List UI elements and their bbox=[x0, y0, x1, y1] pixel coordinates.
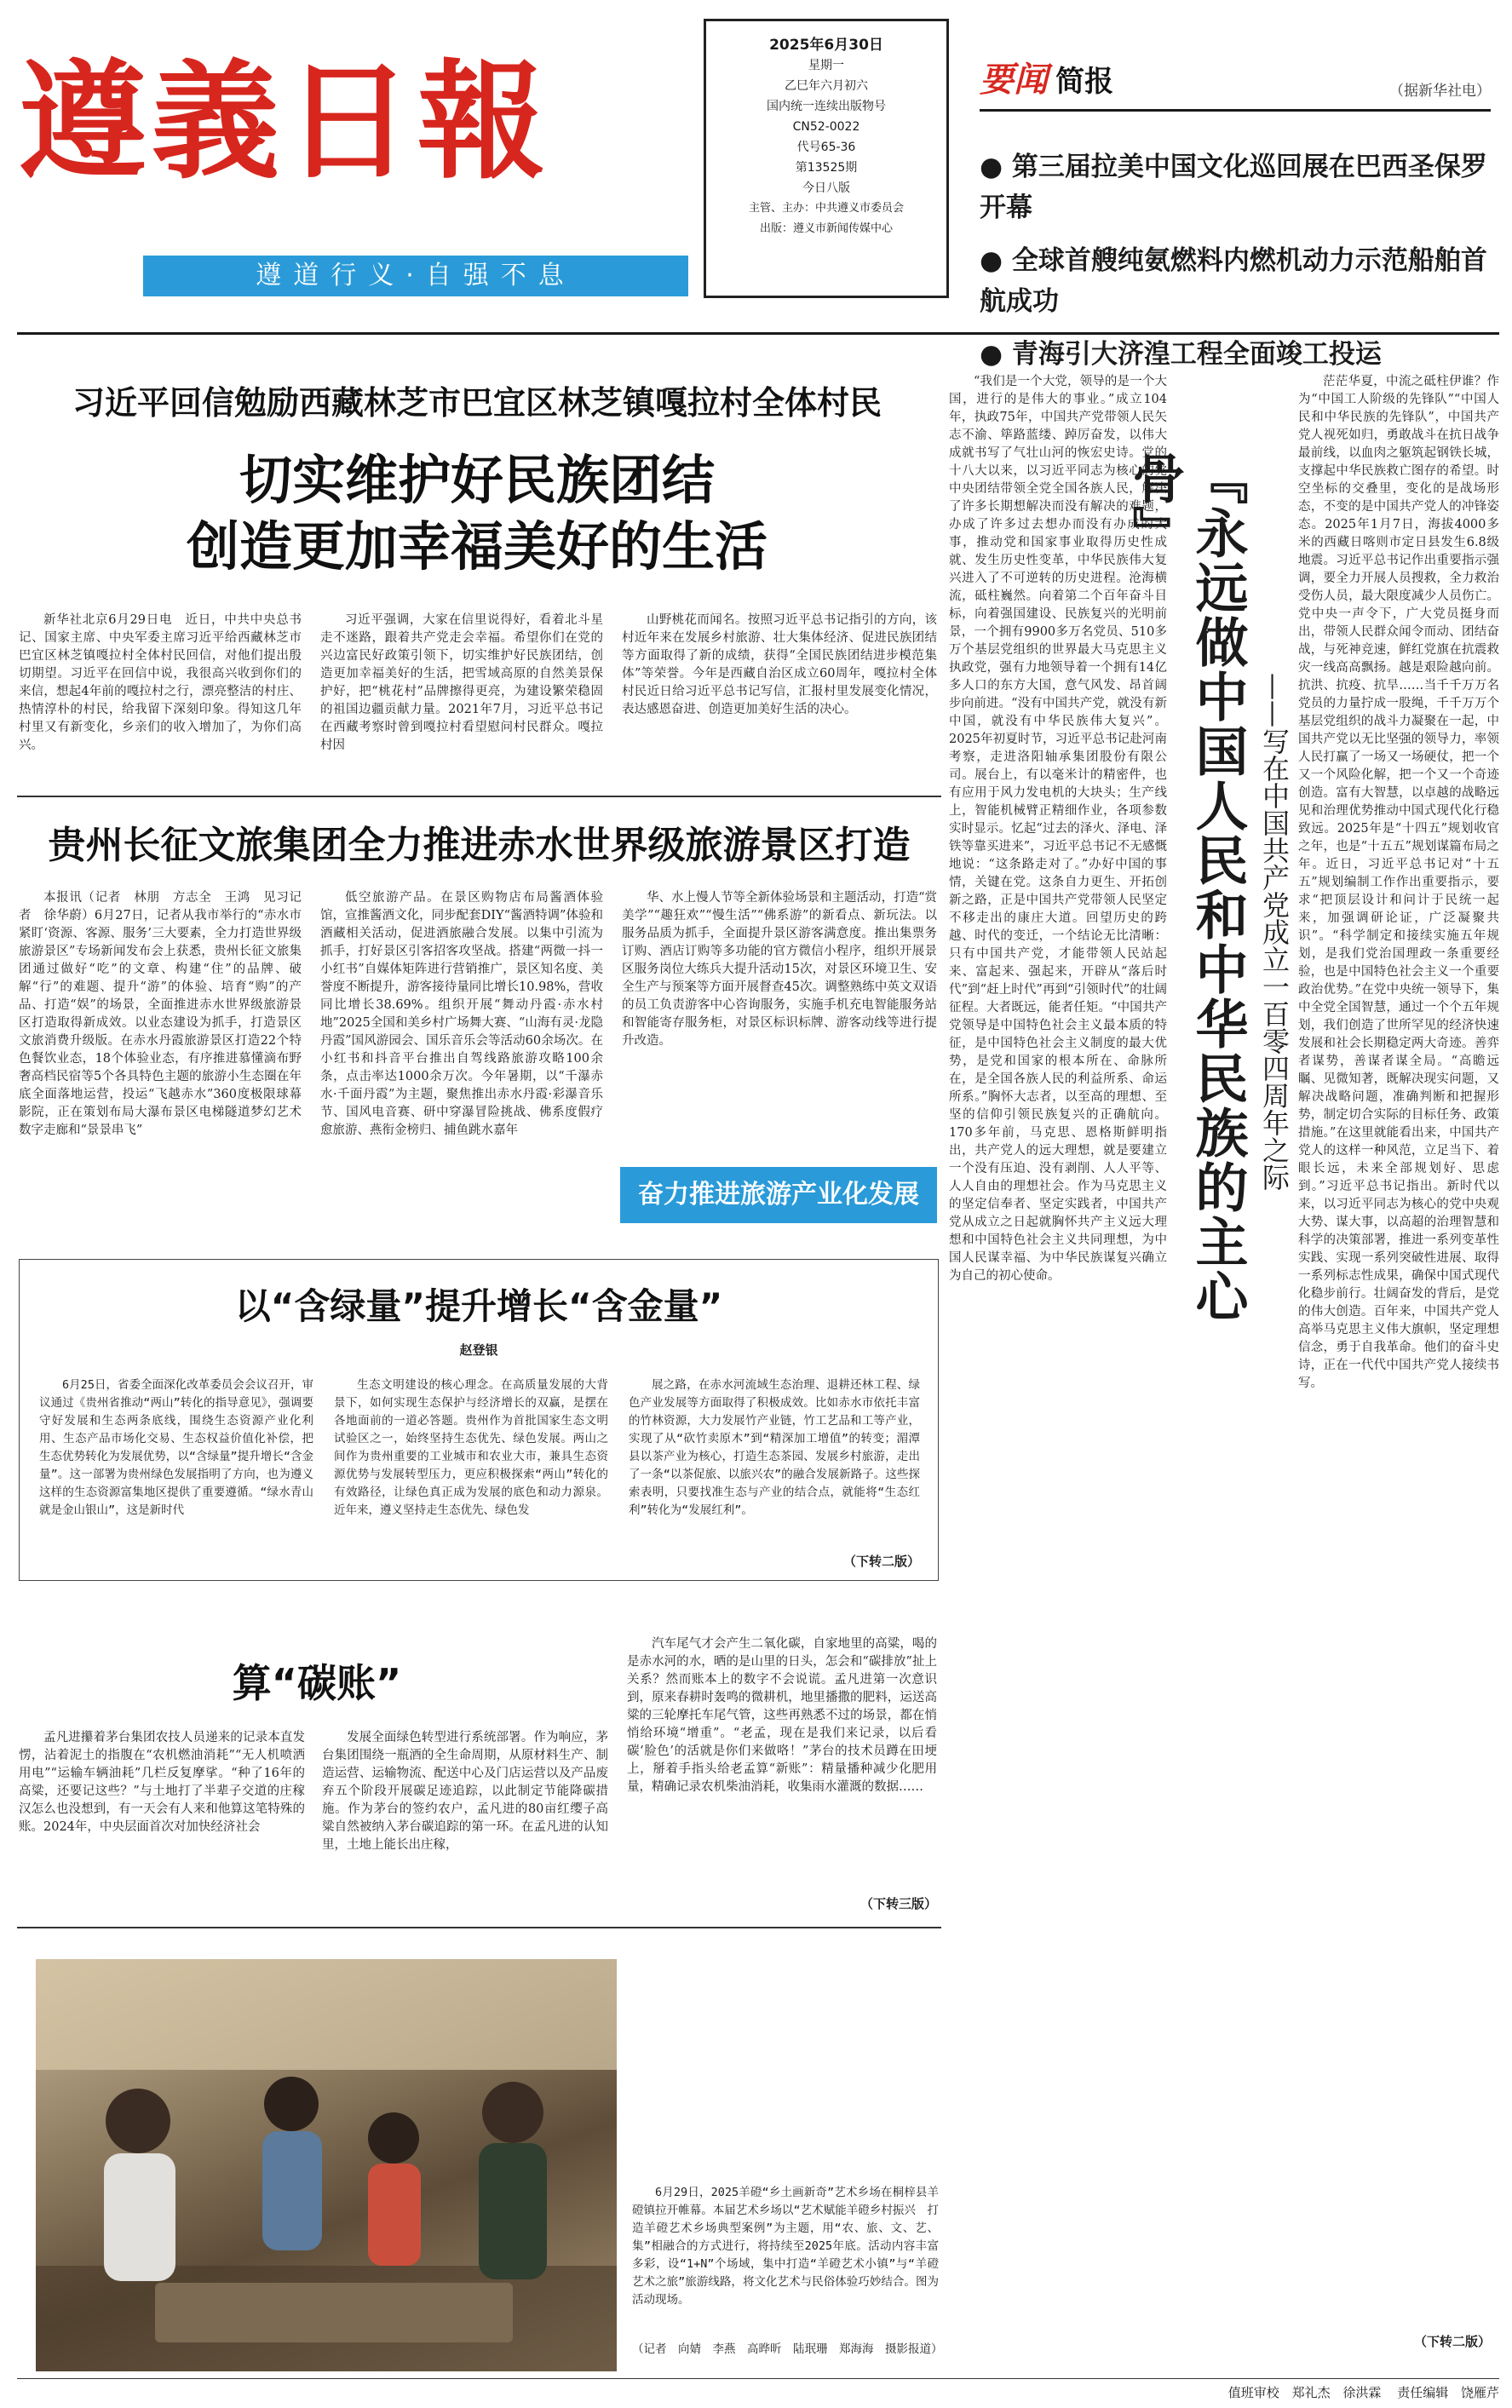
tourism-headline: 贵州长征文旅集团全力推进赤水世界级旅游景区打造 bbox=[48, 824, 911, 867]
footer-divider bbox=[17, 2378, 1499, 2379]
brief-item: ● 青海引大济湟工程全面竣工投运 bbox=[980, 339, 1382, 370]
footer-name-1: 郑礼杰 bbox=[1291, 2385, 1331, 2400]
editorial-title: 『永远做中国人民和中华民族的主心骨』 bbox=[1124, 451, 1249, 1324]
tourism-col-3: 华、水上慢人节等全新体验场景和主题活动，打造“赏美学”“趣狂欢”“慢生活”“佛系游”的新看点、新玩法。以服务品质为抓手，全面提升景区游客满意度。推出集票务订购、酒店订购等多功能的官方微信小程序，组织开展景区服务岗位大练兵大提升活动15次，对景区环境卫生、安全生产与预案等方面开展督查45次。调整熟练中英文双语的员工负责游客中心咨询服务，实施手机充电智能服务站和智能寄存服务柜，对景区标识标牌、游客动线等进行提升改造。 bbox=[622, 891, 937, 1048]
editorial-col-1: “我们是一个大党，领导的是一个大国，进行的是伟大的事业。”成立104年，执政75年，中国共产党带领人民矢志不渝、筚路蓝缕、踔厉奋发，以伟大成就书写了气壮山河的恢宏史诗。党的十八大以来，以习近平同志为核心的党中央团结带领全党全国各族人民，解决了许多长期想解决而没有解决的难题，办成了许多过去想办而没有办成的大事，推动党和国家事业取得历史性成就、发生历史性变革，中华民族伟大复兴进入了不可逆转的历史进程。沧海横流，砥柱巍然。向着第二个百年奋斗目标，向着强国建设、民族复兴的光明前景，一个拥有9900多万名党员、510多万个基层党组织的世界最大马克思主义执政党，强有力地领导着一个拥有14亿多人口的东方大国，意气风发、昂首阔步向前进。“没有中国共产党，就没有新中国，就没有中华民族伟大复兴”。2025年初夏时节，习近平总书记赴河南考察，走进洛阳轴承集团股份有限公司。展台上，有以毫米计的精密件，也有应用于风力发电机的大块头；生产线上，智能机械臂正精细作业，各项参数实时显示。忆起“过去的泽火、泽电、泽铁等靠买进来”，习近平总书记不无感慨地说：“这条路走对了。”办好中国的事情，关键在党。这条自力更生、开拓创新之路，正是中国共产党带领人民坚定不移走出的康庄大道。回望历史的跨越、时代的变迁，一个结论无比清晰：只有中国共产党，才能带领人民站起来、富起来、强起来，开辟从“落后时代”到“赶上时代”再到“引领时代”的壮阔征程。大者既远，能者任矩。“中国共产党领导是中国特色社会主义最本质的特征，是中国特色社会主义制度的最大优势，是党和国家的根本所在、命脉所在，是全国各族人民的利益所系、命运所系。”胸怀大志者，以至高的理想、至坚的信仰引领民族复兴的正确航向。170多年前，马克思、恩格斯鲜明指出，共产党人的远大理想，就是要建立一个没有压迫、没有剥削、人人平等、人人自由的理想社会。作为马克思主义的坚定信奉者、坚定实践者，中国共产党从成立之日起就胸怀共产主义远大理想和中国特色社会主义共同理想，为中国人民谋幸福、为中华民族谋复兴确立为自己的初心使命。 bbox=[949, 375, 1167, 1283]
brief-item: ● 全球首艘纯氨燃料内燃机动力示范船舶首航成功 bbox=[980, 245, 1487, 317]
issue-lunar: 乙巳年六月初六 bbox=[785, 79, 868, 93]
issue-pages: 今日八版 bbox=[802, 181, 850, 195]
briefs-label-black: 简报 bbox=[1055, 65, 1114, 99]
footer-label-editor: 责任编辑 bbox=[1397, 2385, 1449, 2400]
lead-divider bbox=[17, 796, 941, 797]
editorial-col-2: 茫茫华夏，中流之砥柱伊谁？作为“中国工人阶级的先锋队”“中国人民和中华民族的先锋队”，中国共产党人视死如归，勇敢战斗在抗日战争最前线，以血肉之躯筑起钢铁长城，支撑起中华民族救亡图存的希望。时空坐标的交叠里，变化的是战场形态，不变的是中国共产党人的冲锋姿态。2025年1月7日，海拔4000多米的西藏日喀则市定日县发生6.8级地震。习近平总书记作出重要指示强调，要全力开展人员搜救，全力救治受伤人员，最大限度减少人员伤亡。党中央一声令下，广大党员挺身而出，带领人民群众闻令而动、团结奋战，与死神竞速，鲜红党旗在抗震救灾一线高高飘扬。越是艰险越向前。抗洪、抗疫、抗旱……当千千万万名党员的力量拧成一股绳，千千万万个基层党组织的战斗力凝聚在一起，中国共产党以无比坚强的领导力，率领人民打赢了一场又一场硬仗，把一个又一个风险化解，把一个又一个奇迹创造。富有大智慧，以卓越的战略远见和治理优势推动中国式现代化行稳致远。2025年是“十四五”规划收官之年，也是“十五五”规划谋篇布局之年。近日，习近平总书记对“十五五”规划编制工作作出重要指示，要求“把顶层设计和问计于民统一起来，加强调研论证，广泛凝聚共识”。“科学制定和接续实施五年规划，是我们党治国理政一条重要经验，也是中国特色社会主义一个重要政治优势。”在党中央统一领导下，集中全党全国智慧，通过一个个五年规划，我们创造了世所罕见的经济快速发展和社会长期稳定两大奇迹。善弈者谋势，善谋者谋全局。“高瞻远瞩、见微知著，既解决现实问题，又解决战略问题，准确判断和把握形势，制定切合实际的目标任务、政策措施。”在这里就能看出来，中国共产党人的这样一种风范，立足当下、着眼长远，未来全部规划好、思虑到。”习近平总书记指出。新时代以来，以习近平同志为核心的党中央观大势、谋大事，以高超的治理智慧和科学的决策部署，推进一系列变革性实践、实现一系列突破性进展、取得一系列标志性成果，确保中国式现代化稳步前行。壮阔奋发的背后，是党的伟大创造。百年来，中国共产党人高举马克思主义伟大旗帜，坚定理想信念，勇于自我革命。他们的奋斗史诗，正在一代代中国共产党人接续书写。 bbox=[1298, 375, 1499, 1390]
footer-name-2: 徐洪霖 bbox=[1342, 2385, 1382, 2400]
issue-number: 第13525期 bbox=[795, 161, 858, 175]
masthead-divider bbox=[17, 332, 1499, 335]
issue-info-box bbox=[704, 19, 949, 298]
carbon-col-3: 汽车尾气才会产生二氧化碳，自家地里的高粱，喝的是赤水河的水，晒的是山里的日头，怎会和“碳排放”扯上关系？然而账本上的数字不会说谎。孟凡进第一次意识到，原来春耕时轰鸣的微耕机，地里播撒的肥料，运送高粱的三轮摩托车尾气管，这些再熟悉不过的场景，都在悄悄给环境“增重”。“老孟，现在是我们来记录，以后看碳‘脸色’的活就是你们来做咯！”茅台的技术员蹲在田埂上，掰着手指头给老孟算“新账”：精量播种减少化肥用量，精确记录农机柴油消耗，收集雨水灌溉的数据…… bbox=[627, 1637, 937, 1794]
event-photo bbox=[36, 1959, 617, 2371]
slogan-bar: 遵道行义·自强不息 bbox=[143, 256, 688, 296]
lead-col-2: 习近平强调，大家在信里说得好，看着北斗星走不迷路，跟着共产党走会幸福。希望你们在党的兴边富民好政策引领下，切实维护好民族团结，创造更加幸福美好的生活，把雪域高原的自然美景保护好，把“桃花村”品牌擦得更亮，为建设繁荣稳固的祖国边疆贡献力量。2021年7月，习近平总书记在西藏考察时曾到嘎拉村看望慰问村民群众。嘎拉村因 bbox=[320, 613, 603, 752]
issue-sponsor: 主管、主办：中共遵义市委员会 bbox=[748, 202, 904, 215]
carbon-continued: （下转三版） bbox=[859, 1896, 937, 1911]
carbon-divider bbox=[17, 1927, 941, 1928]
green-col-2: 生态文明建设的核心理念。在高质量发展的大背景下，如何实现生态保护与经济增长的双赢，是摆在各地面前的一道必答题。贵州作为首批国家生态文明试验区之一，始终坚持生态优先、绿色发展。两山之间作为贵州重要的工业城市和农业大市，兼具生态资源优势与发展转型压力，更应积极探索“两山”转化的有效路径，让绿色真正成为发展的底色和动力源泉。近年来，遵义坚持走生态优先、绿色发 bbox=[334, 1378, 608, 1517]
brief-item: ● 第三届拉美中国文化巡回展在巴西圣保罗开幕 bbox=[980, 152, 1487, 223]
lead-headline-1: 切实维护好民族团结 bbox=[239, 449, 715, 511]
carbon-col-1: 孟凡进攥着茅台集团农技人员递来的记录本直发愣，沾着泥土的指腹在“农机燃油消耗”“无人机喷洒用电”“运输车辆油耗”几栏反复摩挲。“种了16年的高粱，还要记这些？”与土地打了半辈子交道的庄稼汉怎么也没想到，有一天会有人来和他算这笔特殊的账。2024年，中央层面首次对加快经济社会 bbox=[19, 1731, 305, 1834]
green-continued: （下转二版） bbox=[842, 1554, 920, 1569]
lead-kicker: 习近平回信勉励西藏林芝市巴宜区林芝镇嘎拉村全体村民 bbox=[72, 384, 882, 422]
photo-illustration bbox=[36, 1959, 617, 2371]
footer-name-3: 饶雁芹 bbox=[1460, 2385, 1499, 2400]
issue-date: 2025年6月30日 bbox=[769, 37, 883, 54]
briefs-source: （据新华社电） bbox=[1389, 83, 1491, 100]
issue-cn: CN52-0022 bbox=[792, 120, 860, 134]
green-headline: 以“含绿量”提升增长“含金量” bbox=[234, 1285, 723, 1327]
photo-caption: 6月29日，2025羊磴“乡土画新奇”艺术乡场在桐梓县羊磴镇拉开帷幕。本届艺术乡场以“艺术赋能羊磴乡村振兴 打造羊磴艺术乡场典型案例”为主题，用“农、旅、文、艺、集”相融合的方式进行，将持续至2025年底。活动内容丰富多彩，设“1+N”个场域，集中打造“羊磴艺术小镇”与“羊磴艺术之旅”旅游线路，将文化艺术与民俗体验巧妙结合。图为活动现场。 bbox=[632, 2186, 939, 2307]
issue-serial-label: 国内统一连续出版物号 bbox=[767, 100, 886, 113]
tourism-col-2: 低空旅游产品。在景区购物店布局酱酒体验馆，宣推酱酒文化，同步配套DIY“酱酒特调”体验和酒藏相关活动，促进酒旅融合发展。以集中引流为抓手，打好景区引客招客攻坚战。搭建“两微一抖一小红书”自媒体矩阵进行营销推广，景区知名度、美誉度不断提升，游客接待量同比增长10.98%，营收同比增长38.69%。组织开展“舞动丹霞·赤水村地”2025全国和美乡村广场舞大赛、“山海有灵·龙隐丹霞”国风游园会、国乐音乐会等活动60余场次。在小红书和抖音平台推出自驾线路旅游攻略100余条，点击率达1000余万次。今年暑期，以“千瀑赤水·千面丹霞”为主题，聚焦推出赤水丹霞·彩瀑音乐节、国风电音赛、研中穿瀑冒险挑战、佛系度假疗愈旅游、燕衔金榜归、捕鱼跳水嘉年 bbox=[320, 891, 603, 1137]
tourism-col-1: 本报讯（记者 林朋 方志全 王鸿 见习记者 徐华蔚）6月27日，记者从我市举行的“赤水市紧盯‘资源、客源、服务’三大要素，全力打造世界级旅游景区”专场新闻发布会上获悉，贵州长征文旅集团通过做好“吃”的文章、构建“住”的品牌、破解“行”的难题、提升“游”的体验、培育“购”的产品、打造“娱”的场景，全面推进赤水世界级旅游景区打造取得新成效。以业态建设为抓手，打造景区文旅消费升级版。在赤水丹霞旅游景区打造22个特色餐饮业态，18个体验业态，有序推进慕懂滴布野奢高档民宿等5个各具特色主题的旅游小生态圈在年底全面落地运营，投运“飞越赤水”360度极限球幕影院，正在策划布局大瀑布景区电梯隧道梦幻艺术数字走廊和“景景串飞” bbox=[19, 891, 302, 1137]
briefs-label-red: 要闻 bbox=[980, 60, 1048, 100]
footer-label-checker: 值班审校 bbox=[1227, 2385, 1279, 2400]
issue-publisher: 出版：遵义市新闻传媒中心 bbox=[759, 222, 893, 235]
newspaper-title: 遵義日報 bbox=[19, 47, 551, 197]
briefs-divider bbox=[980, 109, 1491, 112]
issue-code: 代号65-36 bbox=[796, 141, 856, 154]
green-col-1: 6月25日，省委全面深化改革委员会会议召开，审议通过《贵州省推动“两山”转化的指导意见》，强调要守好发展和生态两条底线，围绕生态资源产业化利用、生态产品市场化交易、生态权益价值化补偿，把生态优势转化为发展优势，以“含绿量”提升增长“含金量”。这一部署为贵州绿色发展指明了方向，也为遵义这样的生态资源富集地区提供了重要遵循。“绿水青山就是金山银山”，这是新时代 bbox=[39, 1378, 313, 1517]
issue-weekday: 星期一 bbox=[808, 59, 844, 72]
editorial-continued: （下转二版） bbox=[1413, 2334, 1491, 2349]
lead-headline-2: 创造更加幸福美好的生活 bbox=[186, 515, 767, 578]
carbon-col-2: 发展全面绿色转型进行系统部署。作为响应，茅台集团围绕一瓶酒的全生命周期，从原材料生产、制造运营、运输物流、配送中心及门店运营以及产品废弃五个阶段开展碳足迹追踪，以此制定节能降碳措施。作为茅台的签约农户，孟凡进的80亩红缨子高粱自然被纳入茅台碳追踪的第一环。在孟凡进的认知里，土地上能长出庄稼， bbox=[322, 1731, 608, 1852]
briefs-list bbox=[980, 147, 1508, 375]
green-col-3: 展之路，在赤水河流域生态治理、退耕还林工程、绿色产业发展等方面取得了积极成效。比如赤水市依托丰富的竹林资源，大力发展竹产业链，竹工艺品和工等产业，实现了从“砍竹卖原木”到“精深加工增值”的转变；湄潭县以茶产业为核心，打造生态茶园、发展乡村旅游，走出了一条“以茶促旅、以旅兴农”的融合发展新路子。这些探索表明，只要找准生态与产业的结合点，就能将“生态红利”转化为“发展红利”。 bbox=[629, 1378, 920, 1517]
briefs-header bbox=[980, 53, 1491, 104]
footer-staff bbox=[1073, 2383, 1499, 2401]
tourism-badge: 奋力推进旅游产业化发展 bbox=[620, 1167, 937, 1223]
green-author: 赵登银 bbox=[459, 1342, 498, 1358]
lead-col-1: 新华社北京6月29日电 近日，中共中央总书记、国家主席、中央军委主席习近平给西藏林芝市巴宜区林芝镇嘎拉村全体村民回信，对他们提出殷切期望。习近平在回信中说，我很高兴收到你们的来信，想起4年前的嘎拉村之行，漂亮整洁的村庄、热情淳朴的村民，给我留下深刻印象。得知这几年村里又有新变化，乡亲们的收入增加了，为你们高兴。 bbox=[19, 613, 302, 752]
editorial-subtitle: ——写在中国共产党成立一百零四周年之际 bbox=[1258, 673, 1291, 1191]
lead-col-3: 山野桃花而闻名。按照习近平总书记指引的方向，该村近年来在发展乡村旅游、壮大集体经济、促进民族团结等方面取得了新的成绩，获得“全国民族团结进步模范集体”等荣誉。今年是西藏自治区成立60周年，嘎拉村全体村民近日给习近平总书记写信，汇报村里发展变化情况，表达感恩奋进、创造更加美好生活的决心。 bbox=[622, 613, 937, 716]
carbon-headline: 算“碳账” bbox=[232, 1660, 402, 1706]
photo-credit: （记者 向婧 李燕 高晔昕 陆珉珊 郑海海 摄影报道） bbox=[632, 2342, 943, 2356]
